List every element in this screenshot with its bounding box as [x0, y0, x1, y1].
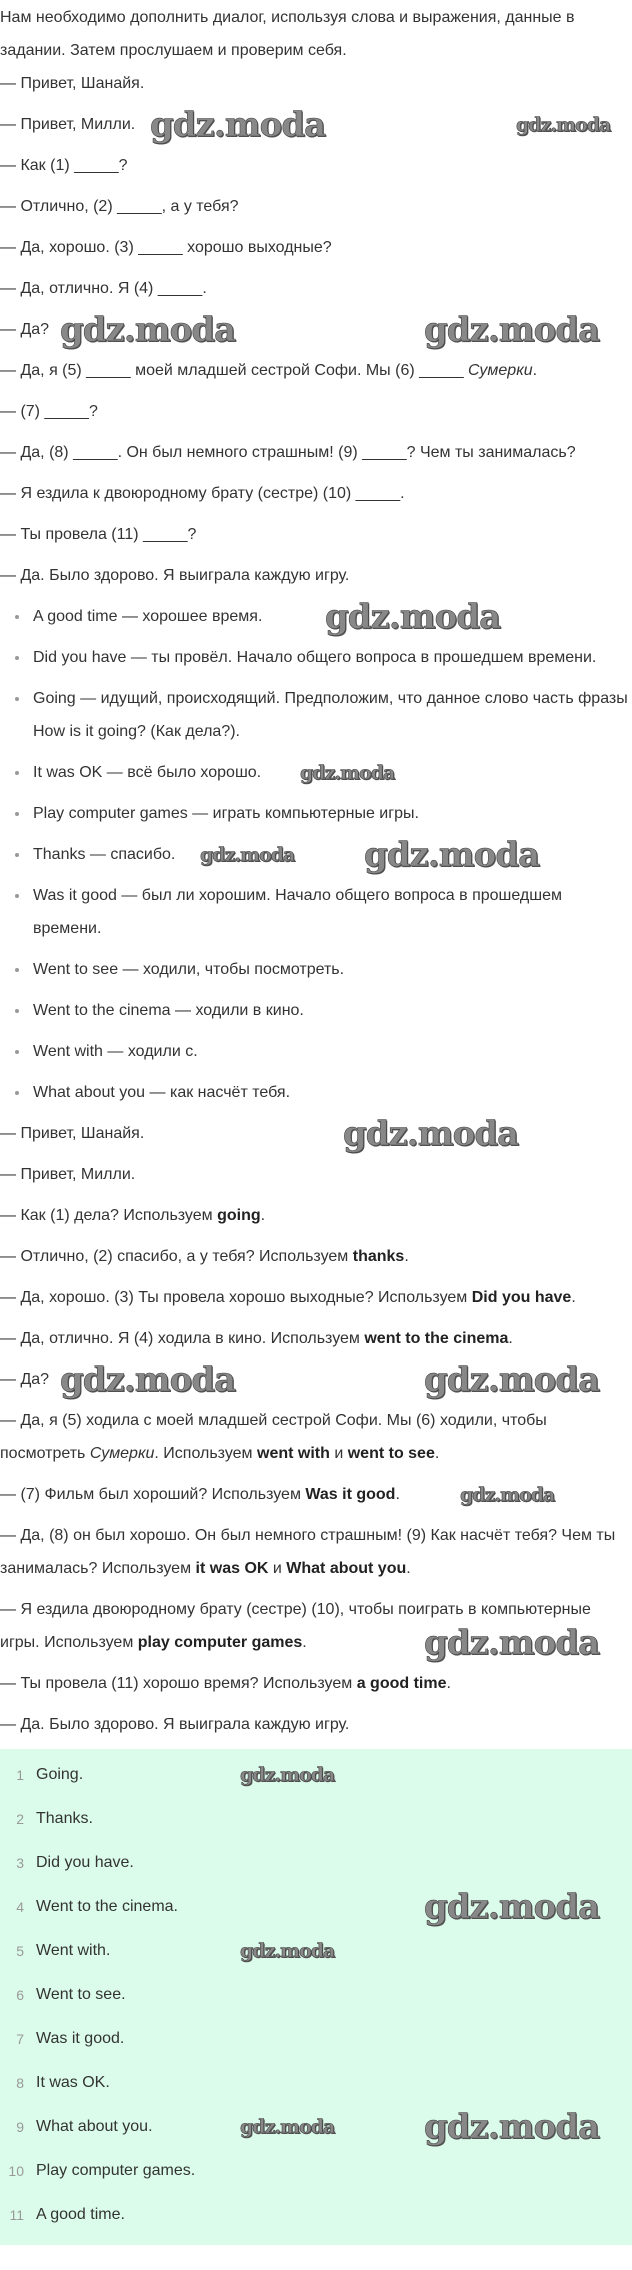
watermark-logo: gdz.moda: [516, 114, 611, 136]
answer-text: A good time.: [36, 2206, 125, 2223]
keyword: play computer games: [137, 1634, 303, 1651]
dialog-text: и: [329, 1445, 348, 1462]
answer-item: [0, 2149, 632, 2193]
dialog-text: — Я ездила к двоюродному брату (сестре) (10) _____.: [0, 485, 405, 502]
vocab-text: Went to see — ходили, чтобы посмотреть.: [33, 961, 345, 978]
dialog-line: [0, 1240, 632, 1273]
watermark-logo: gdz.moda: [325, 597, 501, 637]
vocab-item: [0, 641, 632, 674]
dialog-text: .: [571, 1289, 576, 1306]
dialog-line: [0, 1667, 632, 1700]
dialog-text: — Да, отлично. Я (4) ходила в кино. Используем: [0, 1330, 365, 1347]
answer-number: 6: [16, 1987, 24, 2003]
keyword: Was it good: [305, 1486, 396, 1503]
dialog-text: — Ты провела (11) хорошо время? Используем: [0, 1675, 357, 1692]
dialog-text: — Привет, Шанайя.: [0, 1125, 145, 1142]
dialog-text: — Я ездила двоюродному брату (сестре) (10), чтобы поиграть в компьютерные игры. Используем: [0, 1601, 591, 1651]
dialog-line: [0, 310, 632, 350]
dialog-text: — Да, я (5) ходила с моей младшей сестрой Софи. Мы (6) ходили, чтобы посмотреть: [0, 1412, 547, 1462]
dialog-text: — (7) Фильм был хороший? Используем: [0, 1486, 306, 1503]
watermark-logo: gdz.moda: [343, 1114, 519, 1154]
dialog-line: [0, 436, 632, 469]
answer-item: [0, 1885, 632, 1929]
dialog-line: [0, 1114, 632, 1154]
watermark-logo: gdz.moda: [424, 1887, 600, 1927]
dialog-text: .: [508, 1330, 513, 1347]
keyword: Did you have: [471, 1289, 572, 1306]
answer-item: [0, 2061, 632, 2105]
dialog-line: [0, 1593, 632, 1663]
keyword: went to the cinema: [364, 1330, 509, 1347]
bullet-icon: [15, 656, 19, 660]
keyword: went to see: [347, 1445, 435, 1462]
bullet-icon: [15, 1050, 19, 1054]
watermark-logo: gdz.moda: [60, 310, 236, 350]
answer-text: What about you.: [36, 2118, 153, 2135]
vocab-text: It was OK — всё было хорошо.: [33, 764, 262, 781]
watermark-logo: gdz.moda: [364, 835, 540, 875]
dialog-text: — Как (1) дела? Используем: [0, 1207, 218, 1224]
dialog-text: — Да. Было здорово. Я выиграла каждую игру.: [0, 567, 350, 584]
dialog-line: [0, 231, 632, 264]
answer-number: 4: [16, 1899, 24, 1915]
answer-item: [0, 2193, 632, 2237]
keyword: went with: [257, 1445, 330, 1462]
vocabulary-list: [0, 597, 632, 1109]
bullet-icon: [15, 853, 19, 857]
bullet-icon: [15, 812, 19, 816]
vocab-item: [0, 994, 632, 1027]
dialog-line: [0, 1199, 632, 1232]
dialog-text: — Привет, Милли.: [0, 1166, 136, 1183]
answer-text: Went to see.: [36, 1986, 126, 2003]
dialog-line: [0, 1360, 632, 1400]
dialog-text: .: [260, 1207, 266, 1224]
answer-text: Was it good.: [36, 2030, 125, 2047]
dialog-text: — Да, хорошо. (3) Ты провела хорошо выходные? Используем: [0, 1289, 472, 1306]
dialog-text: — Да. Было здорово. Я выиграла каждую игру.: [0, 1716, 350, 1733]
dialog-line: [0, 395, 632, 428]
keyword: a good time: [356, 1675, 447, 1692]
bullet-icon: [15, 1009, 19, 1013]
answer-number: 2: [16, 1811, 24, 1827]
dialog-line: [0, 105, 632, 145]
dialog-text: .: [532, 362, 538, 379]
answer-item: [0, 1797, 632, 1841]
dialog-line: [0, 518, 632, 551]
dialog-line: [0, 1519, 632, 1585]
dialog-line: [0, 1708, 632, 1741]
bullet-icon: [15, 615, 19, 619]
watermark-logo: gdz.moda: [240, 1764, 335, 1786]
answer-text: Went to the cinema.: [36, 1898, 178, 1915]
answer-number: 3: [16, 1855, 24, 1871]
dialog-text: — Привет, Милли.: [0, 116, 136, 133]
vocab-item: [0, 597, 632, 637]
dialog-text: — Ты провела (11) _____?: [0, 526, 197, 543]
dialog-text: .: [404, 1248, 409, 1265]
vocab-text: Thanks — спасибо.: [33, 846, 176, 863]
watermark-logo: gdz.moda: [150, 105, 326, 145]
answer-item: [0, 2105, 632, 2149]
answer-item: [0, 1753, 632, 1797]
dialog-text: — Да, я (5) _____ моей младшей сестрой Софи. Мы (6) _____: [0, 362, 469, 379]
vocab-item: [0, 835, 632, 875]
dialog-line: [0, 559, 632, 592]
vocab-text: Going — идущий, происходящий. Предположим, что данное слово часть фразы How is it going? (Как дела?).: [33, 690, 628, 740]
answer-item: [0, 1929, 632, 1973]
dialog-text: и: [268, 1560, 287, 1577]
dialog-line: [0, 272, 632, 305]
dialog-text: — Отлично, (2) спасибо, а у тебя? Используем: [0, 1248, 353, 1265]
vocab-text: Went with — ходили с.: [33, 1043, 198, 1060]
keyword: going: [217, 1207, 261, 1224]
dialog-text: — Да, хорошо. (3) _____ хорошо выходные?: [0, 239, 332, 256]
dialog-text: .: [406, 1560, 411, 1577]
vocab-item: [0, 756, 632, 789]
bullet-icon: [15, 894, 19, 898]
answer-text: Went with.: [36, 1942, 111, 1959]
dialog-line: [0, 354, 632, 387]
vocab-item: [0, 797, 632, 830]
dialog-line: [0, 190, 632, 223]
task-intro: Нам необходимо дополнить диалог, используя слова и выражения, данные в задании. Затем прослушаем и проверим себя.: [0, 9, 575, 59]
watermark-logo: gdz.moda: [240, 2116, 335, 2138]
dialog-text: .: [446, 1675, 451, 1692]
answer-item: [0, 1841, 632, 1885]
answer-text: Going.: [36, 1766, 84, 1783]
keyword: thanks: [352, 1248, 405, 1265]
dialog-filled: [0, 1114, 632, 1741]
answer-item: [0, 2017, 632, 2061]
dialog-text: — (7) _____?: [0, 403, 98, 420]
answer-number: 9: [16, 2119, 24, 2135]
dialog-blank: [0, 67, 632, 592]
vocab-item: [0, 682, 632, 748]
watermark-logo: gdz.moda: [424, 310, 600, 350]
answer-number: 11: [9, 2207, 24, 2223]
answer-text: Play computer games.: [36, 2162, 196, 2179]
vocab-item: [0, 1035, 632, 1068]
movie-title: Сумерки: [468, 362, 533, 379]
watermark-logo: gdz.moda: [424, 2107, 600, 2147]
dialog-text: — Отлично, (2) _____, а у тебя?: [0, 198, 239, 215]
watermark-logo: gdz.moda: [240, 1940, 335, 1962]
dialog-text: .: [395, 1486, 400, 1503]
answer-text: It was OK.: [36, 2074, 110, 2091]
dialog-text: — Да, (8) _____. Он был немного страшным! (9) _____? Чем ты занималась?: [0, 444, 576, 461]
dialog-line: [0, 1478, 632, 1511]
bullet-icon: [15, 968, 19, 972]
vocab-text: A good time — хорошее время.: [33, 608, 263, 625]
answer-item: [0, 1973, 632, 2017]
vocab-item: [0, 1076, 632, 1109]
dialog-line: [0, 1322, 632, 1355]
watermark-logo: gdz.moda: [60, 1360, 236, 1400]
keyword: What about you: [286, 1560, 407, 1577]
watermark-logo: gdz.moda: [424, 1360, 600, 1400]
answers-box: [0, 1749, 632, 2245]
vocab-text: Did you have — ты провёл. Начало общего вопроса в прошедшем времени.: [33, 649, 597, 666]
answer-number: 5: [16, 1943, 24, 1959]
dialog-text: — Да?: [0, 321, 50, 338]
dialog-line: [0, 1158, 632, 1191]
vocab-text: Play computer games — играть компьютерные игры.: [33, 805, 419, 822]
answer-number: 8: [16, 2075, 24, 2091]
watermark-logo: gdz.moda: [424, 1623, 600, 1663]
answer-number: 10: [8, 2163, 24, 2179]
dialog-text: — Как (1) _____?: [0, 157, 128, 174]
bullet-icon: [15, 771, 19, 775]
dialog-line: [0, 149, 632, 182]
answer-number: 1: [16, 1767, 24, 1783]
answer-number: 7: [16, 2031, 24, 2047]
vocab-item: [0, 953, 632, 986]
vocab-text: What about you — как насчёт тебя.: [33, 1084, 291, 1101]
dialog-text: .: [302, 1634, 307, 1651]
dialog-text: — Да?: [0, 1371, 50, 1388]
movie-title: Сумерки: [89, 1445, 155, 1462]
watermark-logo: gdz.moda: [200, 844, 295, 866]
answer-text: Thanks.: [36, 1810, 93, 1827]
dialog-text: . Используем: [154, 1445, 257, 1462]
bullet-icon: [15, 1091, 19, 1095]
dialog-text: — Да, (8) он был хорошо. Он был немного страшным! (9) Как насчёт тебя? Чем ты занималась? Используем: [0, 1527, 616, 1577]
vocab-item: [0, 879, 632, 945]
bullet-icon: [15, 697, 19, 701]
dialog-line: [0, 477, 632, 510]
watermark-logo: gdz.moda: [300, 762, 395, 784]
vocab-text: Was it good — был ли хорошим. Начало общего вопроса в прошедшем времени.: [33, 887, 562, 937]
vocab-text: Went to the cinema — ходили в кино.: [33, 1002, 304, 1019]
dialog-text: .: [434, 1445, 440, 1462]
answer-text: Did you have.: [36, 1854, 134, 1871]
dialog-line: [0, 1281, 632, 1314]
dialog-text: — Да, отлично. Я (4) _____.: [0, 280, 207, 297]
dialog-text: — Привет, Шанайя.: [0, 75, 145, 92]
dialog-line: [0, 1404, 632, 1470]
keyword: it was OK: [195, 1560, 269, 1577]
dialog-line: [0, 67, 632, 100]
watermark-logo: gdz.moda: [460, 1484, 555, 1506]
